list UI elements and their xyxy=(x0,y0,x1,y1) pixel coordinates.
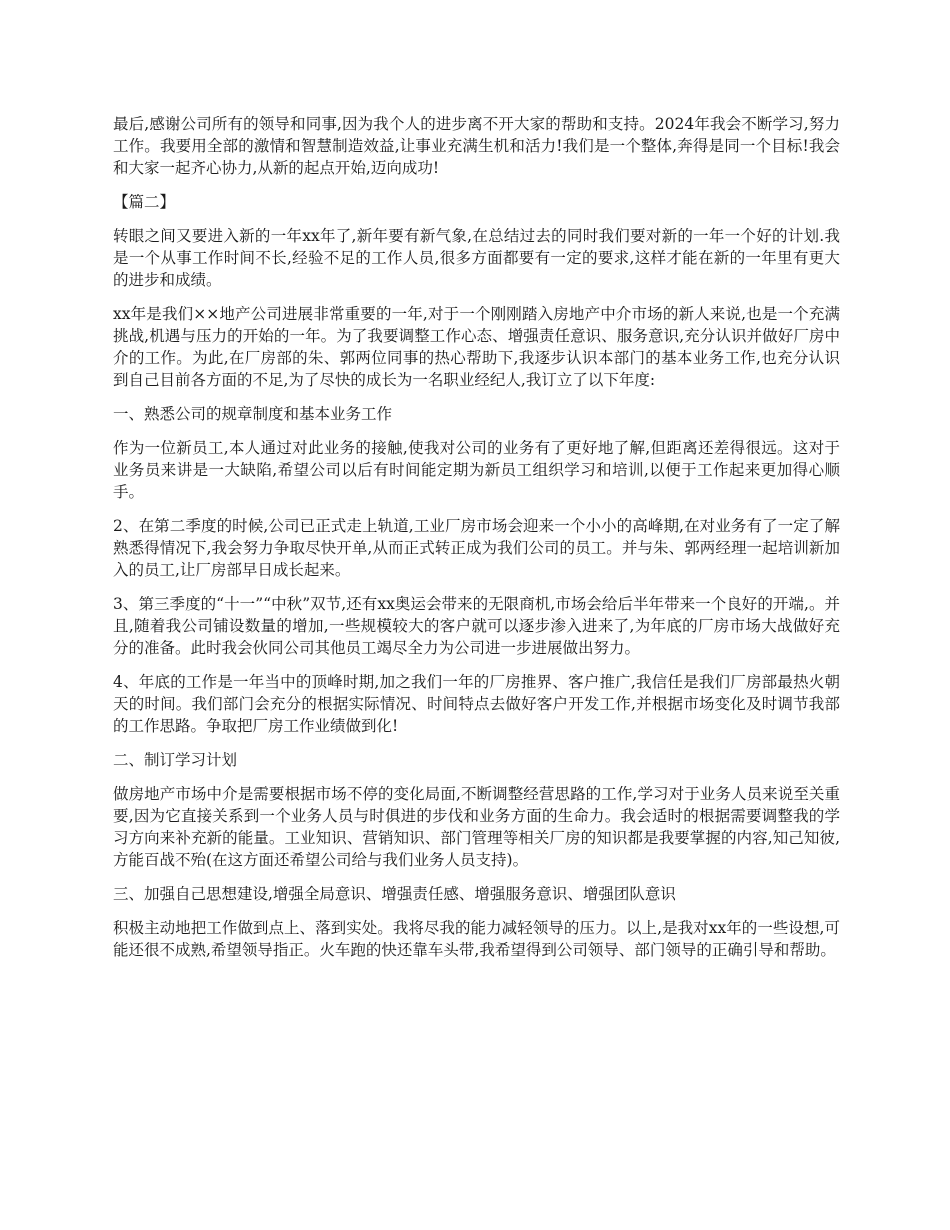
paragraph-conclusion: 积极主动地把工作做到点上、落到实处。我将尽我的能力减轻领导的压力。以上,是我对xx年的一些设想,可能还很不成熟,希望领导指正。火车跑的快还靠车头带,我希望得到公司领导、部门领导的正确引导和帮助。 xyxy=(113,919,840,959)
paragraph-closing-thanks: 最后,感谢公司所有的领导和同事,因为我个人的进步离不开大家的帮助和支持。2024年我会不断学习,努力工作。我要用全部的激情和智慧制造效益,让事业充满生机和活力!我们是一个整体,奔得是同一个目标!我会和大家一起齐心协力,从新的起点开始,迈向成功! xyxy=(113,115,840,177)
paragraph-new-employee: 作为一位新员工,本人通过对此业务的接触,使我对公司的业务有了更好地了解,但距离还差得很远。这对于业务员来讲是一大缺陷,希望公司以后有时间能定期为新员工组织学习和培训,以便于工作起来更加得心顺手。 xyxy=(113,439,840,501)
paragraph-third-quarter: 3、第三季度的“十一”“中秋”双节,还有xx奥运会带来的无限商机,市场会给后半年带来一个良好的开端,。并且,随着我公司铺设数量的增加,一些规模较大的客户就可以逐步渗入进来了,为年底的厂房市场大战做好充分的准备。此时我会伙同公司其他员工竭尽全力为公司进一步进展做出努力。 xyxy=(113,595,840,657)
paragraph-study-plan: 做房地产市场中介是需要根据市场不停的变化局面,不断调整经营思路的工作,学习对于业务人员来说至关重要,因为它直接关系到一个业务人员与时俱进的步伐和业务方面的生命力。我会适时的根据需要调整我的学习方向来补充新的能量。工业知识、营销知识、部门管理等相关厂房的知识都是我要掌握的内容,知己知彼,方能百战不殆(在这方面还希望公司给与我们业务人员支持)。 xyxy=(113,785,840,869)
paragraph-year-end: 4、年底的工作是一年当中的顶峰时期,加之我们一年的厂房推界、客户推广,我信任是我们厂房部最热火朝天的时间。我们部门会充分的根据实际情况、时间特点去做好客户开发工作,并根据市场变化及时调节我部的工作思路。争取把厂房工作业绩做到化! xyxy=(113,673,840,735)
section-heading-part-two: 【篇二】 xyxy=(113,193,176,211)
heading-familiarize-rules: 一、熟悉公司的规章制度和基本业务工作 xyxy=(113,405,393,423)
paragraph-second-quarter: 2、在第二季度的时候,公司已正式走上轨道,工业厂房市场会迎来一个小小的高峰期,在对业务有了一定了解熟悉得情况下,我会努力争取尽快开单,从而正式转正成为我们公司的员工。并与朱、郭两经理一起培训新加入的员工,让厂房部早日成长起来。 xyxy=(113,517,840,579)
heading-ideology-building: 三、加强自己思想建设,增强全局意识、增强责任感、增强服务意识、增强团队意识 xyxy=(113,885,676,903)
heading-study-plan: 二、制订学习计划 xyxy=(113,751,238,769)
paragraph-company-year: xx年是我们××地产公司进展非常重要的一年,对于一个刚刚踏入房地产中介市场的新人来说,也是一个充满挑战,机遇与压力的开始的一年。为了我要调整工作心态、增强责任意识、服务意识,充分认识并做好厂房中介的工作。为此,在厂房部的朱、郭两位同事的热心帮助下,我逐步认识本部门的基本业务工作,也充分认识到自己目前各方面的不足,为了尽快的成长为一名职业经纪人,我订立了以下年度: xyxy=(113,305,840,389)
document-body xyxy=(113,113,840,973)
paragraph-intro: 转眼之间又要进入新的一年xx年了,新年要有新气象,在总结过去的同时我们要对新的一年一个好的计划.我是一个从事工作时间不长,经验不足的工作人员,很多方面都要有一定的要求,这样才能在新的一年里有更大的进步和成绩。 xyxy=(113,227,840,289)
